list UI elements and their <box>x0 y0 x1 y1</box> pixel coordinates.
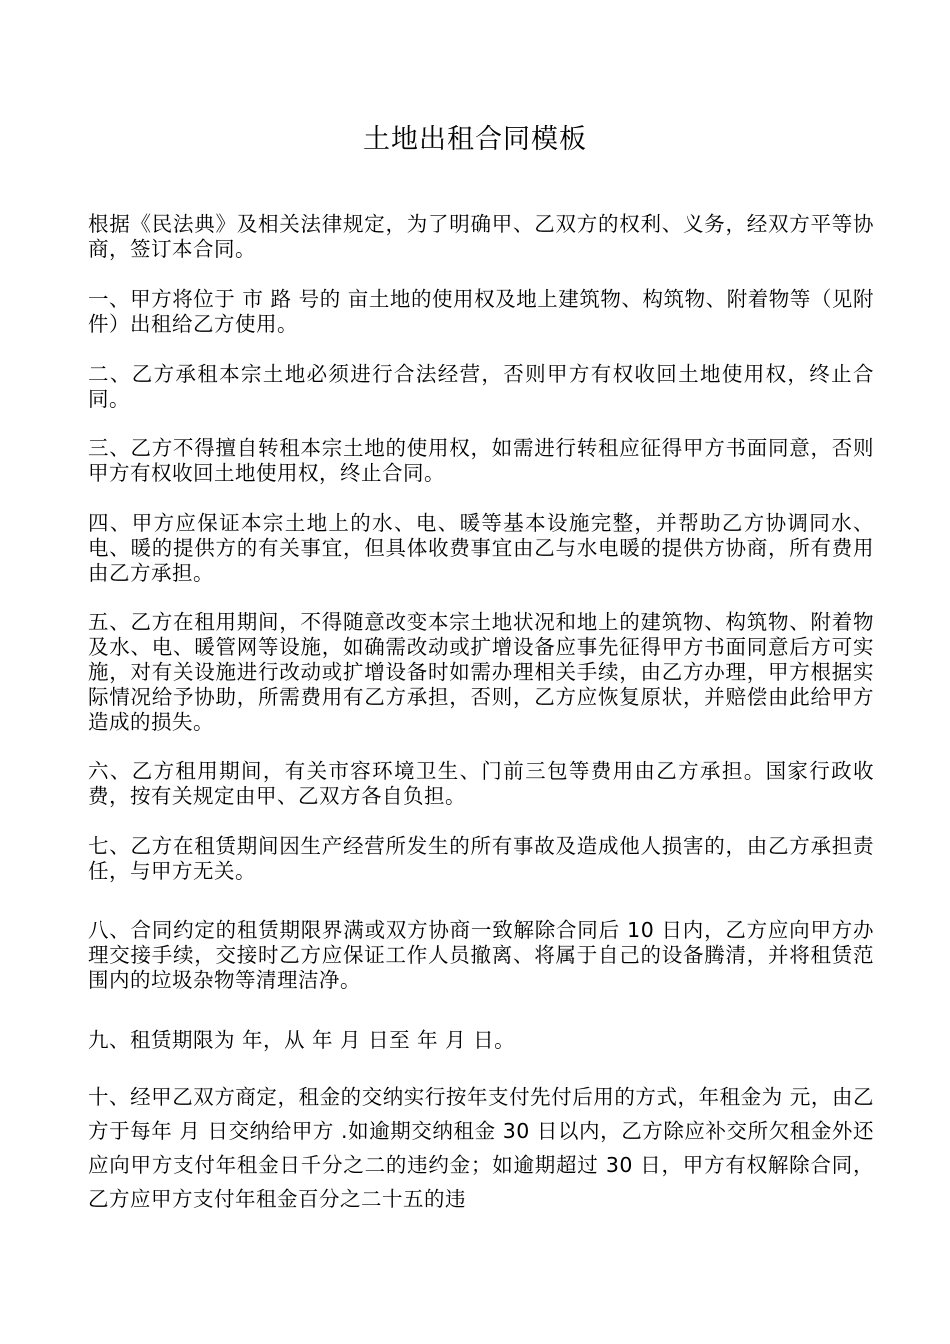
paragraph-clause-9: 九、租赁期限为 年，从 年 月 日至 年 月 日。 <box>88 1028 516 1052</box>
paragraph-clause-2: 二、乙方承租本宗土地必须进行合法经营，否则甲方有权收回土地使用权，终止合同。 <box>88 362 874 411</box>
document-title: 土地出租合同模板 <box>363 124 587 155</box>
paragraph-clause-6: 六、乙方租用期间，有关市容环境卫生、门前三包等费用由乙方承担。国家行政收费，按有关规定由甲、乙双方各自负担。 <box>88 759 874 808</box>
paragraph-clause-8: 八、合同约定的租赁期限界满或双方协商一致解除合同后 10 日内，乙方应向甲方办理交接手续，交接时乙方应保证工作人员撤离、将属于自己的设备腾清，并将租赁范围内的垃圾杂物等清理洁净。 <box>88 918 874 992</box>
paragraph-clause-3: 三、乙方不得擅自转租本宗土地的使用权，如需进行转租应征得甲方书面同意，否则甲方有权收回土地使用权，终止合同。 <box>88 436 874 485</box>
paragraph-preamble: 根据《民法典》及相关法律规定，为了明确甲、乙双方的权利、义务，经双方平等协商，签订本合同。 <box>88 212 874 261</box>
paragraph-clause-1: 一、甲方将位于 市 路 号的 亩土地的使用权及地上建筑物、构筑物、附着物等（见附件）出租给乙方使用。 <box>88 287 874 336</box>
paragraph-clause-10: 十、经甲乙双方商定，租金的交纳实行按年支付先付后用的方式，年租金为 元，由乙方于每年 月 日交纳给甲方 .如逾期交纳租金 30 日以内，乙方除应补交所欠租金外还应向甲方支付年租金日千分之二的违约金；如逾期超过 30 日，甲方有权解除合同，乙方应甲方支付年租金百分之二十五的违 <box>88 1085 874 1211</box>
paragraph-clause-7: 七、乙方在租赁期间因生产经营所发生的所有事故及造成他人损害的，由乙方承担责任，与甲方无关。 <box>88 834 874 883</box>
paragraph-clause-4: 四、甲方应保证本宗土地上的水、电、暖等基本设施完整，并帮助乙方协调同水、电、暖的提供方的有关事宜，但具体收费事宜由乙与水电暖的提供方协商，所有费用由乙方承担。 <box>88 511 874 585</box>
paragraph-clause-5: 五、乙方在租用期间，不得随意改变本宗土地状况和地上的建筑物、构筑物、附着物及水、电、暖管网等设施，如确需改动或扩增设备应事先征得甲方书面同意后方可实施，对有关设施进行改动或扩增设备时如需办理相关手续，由乙方办理，甲方根据实际情况给予协助，所需费用有乙方承担，否则，乙方应恢复原状，并赔偿由此给甲方造成的损失。 <box>88 610 874 734</box>
